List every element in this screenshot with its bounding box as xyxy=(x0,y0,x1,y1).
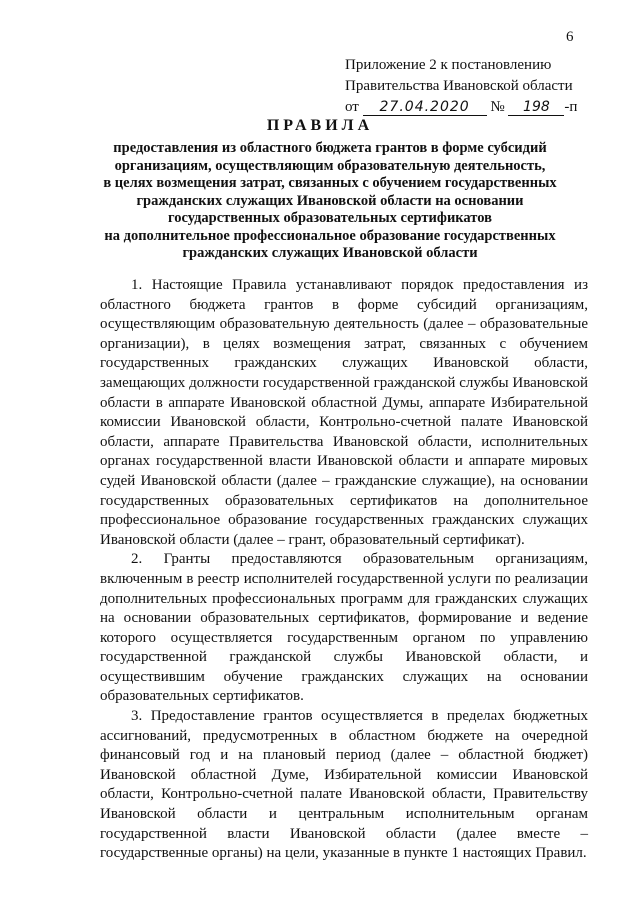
subtitle-line: государственных образовательных сертификатов xyxy=(168,210,492,226)
approval-date-line xyxy=(345,97,595,118)
date-prefix: от xyxy=(345,99,359,115)
document-title: ПРАВИЛА xyxy=(266,117,374,134)
number-suffix: -п xyxy=(564,99,578,115)
approval-block xyxy=(345,55,595,118)
document-body xyxy=(100,276,588,864)
subtitle-line: гражданских служащих Ивановской области на основании xyxy=(136,192,524,209)
subtitle-line: на дополнительное профессиональное образование государственных xyxy=(104,227,556,244)
document-subtitle xyxy=(80,140,580,263)
paragraph-2: 2. Гранты предоставляются образовательным организациям, включенным в реестр исполнителей государственной услуги по реализации дополнительных профессиональных программ для гражданских служащих на основании образовательных сертификатов, формирование и ведение которого осуществляется государственным органом по управлению государственной гражданской службы Ивановской области, и осуществившим обучение гражданских служащих на основании образовательных сертификатов. xyxy=(100,551,588,705)
approval-line-1: Приложение 2 к постановлению xyxy=(345,57,552,73)
handwritten-number: 198 xyxy=(508,99,564,116)
number-prefix: № xyxy=(490,99,505,115)
paragraph-3: 3. Предоставление грантов осуществляется в пределах бюджетных ассигнований, предусмотренных в областном бюджете на очередной финансовый год и на плановый период (далее – областной бюджет) Ивановской областной Думе, Избирательной комиссии Ивановской области, Контрольно-счетной палате Ивановской области, Правительству Ивановской области и центральным исполнительным органам государственной власти Ивановской области (далее вместе – государственные органы) на цели, указанные в пункте 1 настоящих Правил. xyxy=(100,708,588,862)
subtitle-line: предоставления из областного бюджета грантов в форме субсидий xyxy=(113,140,547,156)
paragraph-1: 1. Настоящие Правила устанавливают порядок предоставления из областного бюджета грантов в форме субсидий организациям, осуществляющим образовательную деятельность (далее – образовательные организации), в целях возмещения затрат, связанных с обучением государственных гражданских служащих Ивановской области, замещающих должности государственной гражданской службы Ивановской области в аппарате Ивановской областной Думы, аппарате Избирательной комиссии Ивановской области, Контрольно-счетной палате Ивановской области, аппарате Правительства Ивановской области, исполнительных органах государственной власти Ивановской области и аппарате мировых судей Ивановской области (далее – гражданские служащие), на основании государственных образовательных сертификатов на дополнительное профессиональное образование государственных гражданских служащих Ивановской области (далее – грант, образовательный сертификат). xyxy=(100,277,588,548)
subtitle-line: гражданских служащих Ивановской области xyxy=(182,245,478,261)
approval-line-2: Правительства Ивановской области xyxy=(345,78,573,94)
handwritten-date: 27.04.2020 xyxy=(363,99,487,116)
subtitle-line: организациям, осуществляющим образовательную деятельность, xyxy=(114,157,546,174)
subtitle-line: в целях возмещения затрат, связанных с обучением государственных xyxy=(103,175,557,191)
page-number: 6 xyxy=(566,29,574,45)
